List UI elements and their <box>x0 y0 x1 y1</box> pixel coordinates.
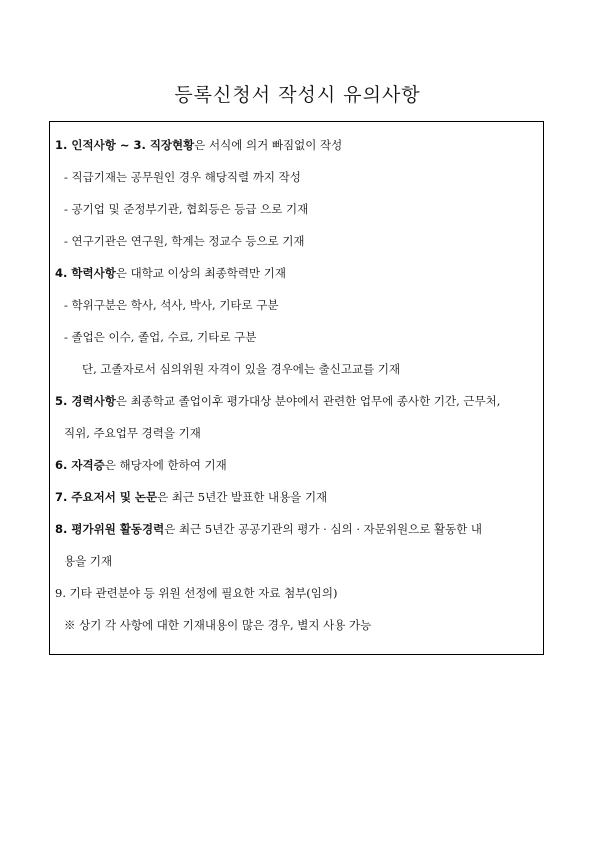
sub-item: - 학위구분은 학사, 석사, 박사, 기타로 구분 <box>64 298 279 312</box>
note-remark: ※ 상기 각 사항에 대한 기재내용이 많은 경우, 별지 사용 가능 <box>64 618 372 632</box>
item-text: 은 대학교 이상의 최종학력만 기재 <box>115 266 286 280</box>
item-personal-info <box>55 138 342 152</box>
item-continuation: 용을 기재 <box>64 554 113 568</box>
item-continuation: 직위, 주요업무 경력을 기재 <box>64 426 201 440</box>
item-text: 은 해당자에 한하여 기재 <box>104 458 227 472</box>
item-education <box>55 266 286 280</box>
item-evaluator-activity <box>55 522 482 536</box>
item-heading: 7. 주요저서 및 논문 <box>55 490 158 504</box>
item-career <box>55 394 500 408</box>
item-heading: 8. 평가위원 활동경력 <box>55 522 165 536</box>
sub-item: - 졸업은 이수, 졸업, 수료, 기타로 구분 <box>64 330 257 344</box>
item-text: 은 최근 5년간 발표한 내용을 기재 <box>157 490 328 504</box>
notice-box <box>49 121 544 655</box>
item-heading: 4. 학력사항 <box>55 266 116 280</box>
page-title: 등록신청서 작성시 유의사항 <box>174 84 421 106</box>
item-text: 은 최근 5년간 공공기관의 평가 · 심의 · 자문위원으로 활동한 내 <box>164 522 483 536</box>
item-heading: 6. 자격증 <box>55 458 105 472</box>
item-text: 은 최종학교 졸업이후 평가대상 분야에서 관련한 업무에 종사한 기간, 근무처, <box>115 394 501 408</box>
item-other: 9. 기타 관련분야 등 위원 선정에 필요한 자료 첨부(임의) <box>55 586 338 600</box>
item-heading: 1. 인적사항 ~ 3. 직장현황 <box>55 138 195 152</box>
item-heading: 5. 경력사항 <box>55 394 116 408</box>
item-publications <box>55 490 327 504</box>
sub-item: - 연구기관은 연구원, 학계는 정교수 등으로 기재 <box>64 234 305 248</box>
item-certificate <box>55 458 227 472</box>
sub-item: - 공기업 및 준정부기관, 협회등은 등급 으로 기재 <box>64 202 309 216</box>
sub-item: - 직급기재는 공무원인 경우 해당직렬 까지 작성 <box>64 170 301 184</box>
sub-item-note: 단, 고졸자로서 심의위원 자격이 있을 경우에는 출신고교를 기재 <box>82 362 401 376</box>
item-text: 은 서식에 의거 빠짐없이 작성 <box>194 138 343 152</box>
